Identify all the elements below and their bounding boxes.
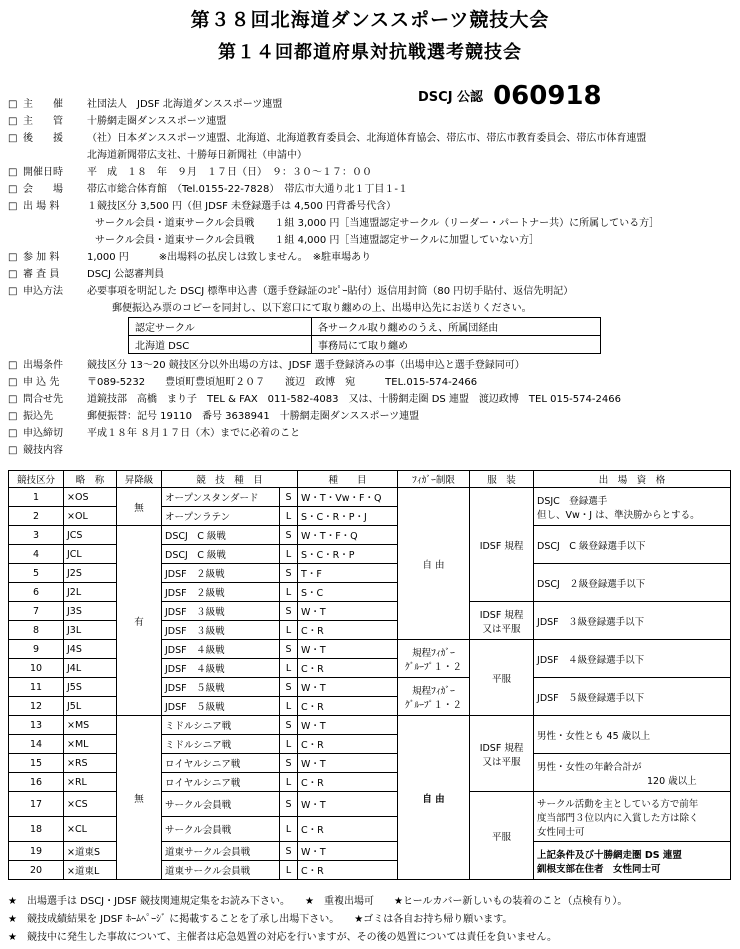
note-line: ★ 競技中に発生した事故について、主催者は応急処置の対応を行いますが、その後の処置については責任を負いません。 bbox=[8, 932, 557, 943]
col-header: 服 装 bbox=[470, 471, 534, 488]
level-cell: 無 bbox=[117, 488, 162, 526]
qualification-cell bbox=[534, 754, 731, 792]
event-number: 18 bbox=[9, 817, 64, 842]
event-type: L bbox=[280, 545, 298, 564]
event-type: L bbox=[280, 773, 298, 792]
event-name: JDSF ３級戦 bbox=[162, 621, 280, 640]
event-name: ロイヤルシニア戦 bbox=[162, 754, 280, 773]
info-value: 1,000 円 ※出場料の払戻しは致しません。 ※駐車場あり bbox=[87, 252, 372, 263]
window-cell: 北海道 DSC bbox=[129, 336, 312, 354]
table-row bbox=[9, 488, 731, 507]
event-number: 6 bbox=[9, 583, 64, 602]
info-value: 〒089-5232 豊頃町豊頃旭町２０７ 渡辺 政博 宛 TEL.015-574-2466 bbox=[87, 377, 478, 388]
event-number: 8 bbox=[9, 621, 64, 640]
event-dances: W・T bbox=[298, 640, 398, 659]
event-name: ミドルシニア戦 bbox=[162, 716, 280, 735]
event-name: JDSF ４級戦 bbox=[162, 640, 280, 659]
figure-text: ｸﾞﾙｰﾌﾟ１・２ bbox=[405, 699, 463, 711]
checkbox-icon: □ bbox=[8, 167, 18, 178]
event-number: 13 bbox=[9, 716, 64, 735]
event-name: 道東サークル会員戦 bbox=[162, 842, 280, 861]
info-row bbox=[8, 391, 733, 408]
event-dances: W・T bbox=[298, 842, 398, 861]
info-label: 振込先 bbox=[23, 411, 53, 422]
event-type: L bbox=[280, 817, 298, 842]
event-dances: S・C・R・P bbox=[298, 545, 398, 564]
event-number: 5 bbox=[9, 564, 64, 583]
table-row bbox=[129, 336, 601, 354]
info-value: 北海道新聞帯広支社、十勝毎日新聞社（申請中） bbox=[87, 150, 307, 161]
event-type: L bbox=[280, 735, 298, 754]
event-type: S bbox=[280, 792, 298, 817]
event-number: 2 bbox=[9, 507, 64, 526]
info-label: 申込方法 bbox=[23, 286, 63, 297]
event-dances: S・C bbox=[298, 583, 398, 602]
event-abbr: J3S bbox=[64, 602, 117, 621]
event-number: 4 bbox=[9, 545, 64, 564]
page-title: 第３８回北海道ダンススポーツ競技大会 bbox=[190, 9, 550, 31]
event-dances: W・T bbox=[298, 792, 398, 817]
qualification-text: 釧根支部在住者 女性同士可 bbox=[537, 863, 661, 875]
dress-cell bbox=[470, 716, 534, 792]
event-dances: C・R bbox=[298, 621, 398, 640]
info-value: 道鏡技部 高橋 まり子 TEL & FAX 011-582-4083 又は、十勝網走圏 DS 連盟 渡辺政博 TEL 015-574-2466 bbox=[87, 394, 621, 405]
event-dances: C・R bbox=[298, 861, 398, 880]
event-number: 17 bbox=[9, 792, 64, 817]
checkbox-icon: □ bbox=[8, 360, 18, 371]
qualification-text: 但し、Vw・J は、準決勝からとする。 bbox=[537, 509, 700, 521]
info-value bbox=[87, 442, 733, 459]
event-number: 7 bbox=[9, 602, 64, 621]
info-value: （社）日本ダンススポーツ連盟、北海道、北海道教育委員会、北海道体育協会、帯広市、帯広市教育委員会、帯広市体育連盟 bbox=[87, 133, 647, 144]
event-number: 16 bbox=[9, 773, 64, 792]
event-abbr: ×CL bbox=[64, 817, 117, 842]
figure-text: 規程ﾌｨｶﾞｰ bbox=[412, 685, 455, 697]
qualification-cell: JDSF ４級登録選手以下 bbox=[534, 640, 731, 678]
event-abbr: J5S bbox=[64, 678, 117, 697]
level-cell: 無 bbox=[117, 716, 162, 880]
col-header: 競 技 種 目 bbox=[162, 471, 298, 488]
event-number: 1 bbox=[9, 488, 64, 507]
qualification-cell: DSCJ ２級登録選手以下 bbox=[534, 564, 731, 602]
info-row bbox=[8, 96, 733, 113]
qualification-text: 女性同士可 bbox=[537, 826, 585, 838]
event-type: S bbox=[280, 602, 298, 621]
event-dances: W・T bbox=[298, 754, 398, 773]
info-value: 必要事項を明記した DSCJ 標準申込書（選手登録証のｺﾋﾟｰ貼付）返信用封筒（80 円切手貼付、返信先明記） bbox=[87, 286, 574, 297]
table-row bbox=[129, 318, 601, 336]
figure-text: 規程ﾌｨｶﾞｰ bbox=[412, 647, 455, 659]
info-label: 競技内容 bbox=[23, 445, 63, 456]
qualification-cell: JDSF ５級登録選手以下 bbox=[534, 678, 731, 716]
info-label: 主 管 bbox=[23, 116, 63, 127]
note-line: ★ 競技成績結果を JDSF ﾎｰﾑﾍﾟｰｼﾞ に掲載することを了承し出場下さい。 ★ゴミは各自お持ち帰り願います。 bbox=[8, 914, 513, 925]
checkbox-icon: □ bbox=[8, 394, 18, 405]
table-header-row bbox=[9, 471, 731, 488]
info-row bbox=[8, 249, 733, 266]
info-value: 社団法人 JDSF 北海道ダンススポーツ連盟 bbox=[87, 99, 283, 110]
info-row bbox=[8, 147, 733, 164]
qualification-text: サークル活動を主としている方で前年 bbox=[537, 798, 699, 810]
checkbox-icon: □ bbox=[8, 184, 18, 195]
checkbox-icon: □ bbox=[8, 201, 18, 212]
qualification-cell bbox=[534, 488, 731, 526]
checkbox-icon: □ bbox=[8, 428, 18, 439]
col-header: ﾌｨｶﾞｰ制限 bbox=[398, 471, 470, 488]
event-type: S bbox=[280, 842, 298, 861]
event-abbr: J2L bbox=[64, 583, 117, 602]
event-abbr: ×道東S bbox=[64, 842, 117, 861]
info-value: １競技区分 3,500 円（但 JDSF 未登録選手は 4,500 円背番号代含） bbox=[87, 201, 397, 212]
info-label bbox=[23, 147, 87, 164]
figure-cell: 自 由 bbox=[398, 716, 470, 880]
level-cell: 有 bbox=[117, 526, 162, 716]
checkbox-icon: □ bbox=[8, 269, 18, 280]
event-abbr: J4L bbox=[64, 659, 117, 678]
checkbox-icon bbox=[8, 147, 23, 164]
event-abbr: ×RS bbox=[64, 754, 117, 773]
event-type: L bbox=[280, 583, 298, 602]
qualification-cell bbox=[534, 842, 731, 880]
checkbox-icon: □ bbox=[8, 116, 18, 127]
event-abbr: ×OL bbox=[64, 507, 117, 526]
event-number: 9 bbox=[9, 640, 64, 659]
dress-cell: 平服 bbox=[470, 640, 534, 716]
event-type: S bbox=[280, 754, 298, 773]
window-cell: 認定サークル bbox=[129, 318, 312, 336]
application-window-table bbox=[128, 317, 601, 354]
event-dances: C・R bbox=[298, 735, 398, 754]
page-subtitle: 第１４回都道府県対抗戦選考競技会 bbox=[218, 42, 522, 63]
info-label: 会 場 bbox=[23, 184, 63, 195]
event-dances: S・C・R・P・J bbox=[298, 507, 398, 526]
events-table bbox=[8, 470, 731, 880]
info-value: 競技区分 13～20 競技区分以外出場の方は、JDSF 選手登録済みの事（出場申込と選手登録同可） bbox=[87, 360, 525, 371]
event-type: S bbox=[280, 526, 298, 545]
info-label: 出場条件 bbox=[23, 360, 63, 371]
qualification-text: 上記条件及び十勝網走圏 DS 連盟 bbox=[537, 849, 682, 861]
checkbox-icon: □ bbox=[8, 445, 18, 456]
col-header: 競技区分 bbox=[9, 471, 64, 488]
figure-cell bbox=[398, 678, 470, 716]
event-abbr: J2S bbox=[64, 564, 117, 583]
info-value: 帯広市総合体育館 （Tel.0155-22-7828） 帯広市大通り北１丁目１-１ bbox=[87, 184, 408, 195]
info-row bbox=[8, 164, 733, 181]
event-type: S bbox=[280, 564, 298, 583]
qualification-text: 男性・女性の年齢合計が bbox=[537, 761, 642, 773]
info-label: 後 援 bbox=[23, 133, 63, 144]
event-name: 道東サークル会員戦 bbox=[162, 861, 280, 880]
checkbox-icon: □ bbox=[8, 377, 18, 388]
dress-text: 又は平服 bbox=[482, 756, 521, 768]
info-value: DSCJ 公認審判員 bbox=[87, 269, 165, 280]
info-label: 申込締切 bbox=[23, 428, 63, 439]
col-header: 種 目 bbox=[298, 471, 398, 488]
figure-cell: 自 由 bbox=[398, 488, 470, 640]
event-name: ロイヤルシニア戦 bbox=[162, 773, 280, 792]
apply-detail: 郵便振込み票のコピーを同封し、以下窓口にて取り纏めの上、出場申込先にお送りください。 bbox=[112, 303, 532, 314]
note-line: ★ 出場選手は DSCJ・JDSF 競技関連規定集をお読み下さい。 ★ 重複出場可 ★ヒールカバー新しいもの装着のこと（点検有り）。 bbox=[8, 896, 628, 907]
event-dances: C・R bbox=[298, 817, 398, 842]
col-header: 昇降級 bbox=[117, 471, 162, 488]
col-header: 略 称 bbox=[64, 471, 117, 488]
event-name: DSCJ C 級戦 bbox=[162, 545, 280, 564]
info-row bbox=[8, 374, 733, 391]
event-name: サークル会員戦 bbox=[162, 792, 280, 817]
fee-detail: サークル会員・道東サークル会員戦 １組 3,000 円［当連盟認定サークル（リーダー・パートナー共）に所属している方］ bbox=[95, 218, 660, 229]
event-abbr: JCS bbox=[64, 526, 117, 545]
event-number: 20 bbox=[9, 861, 64, 880]
event-name: JDSF ５級戦 bbox=[162, 678, 280, 697]
dress-cell: 平服 bbox=[470, 792, 534, 880]
event-abbr: J4S bbox=[64, 640, 117, 659]
info-value: 平 成 １８ 年 ９月 １７日（日） ９：３０～１７：００ bbox=[87, 167, 372, 178]
info-row bbox=[8, 425, 733, 442]
info-row bbox=[8, 266, 733, 283]
table-row bbox=[9, 526, 731, 545]
checkbox-icon: □ bbox=[8, 133, 18, 144]
info-label: 審 査 員 bbox=[23, 269, 60, 280]
info-value: 平成１８年 ８月１７日（木）までに必着のこと bbox=[87, 428, 301, 439]
event-number: 19 bbox=[9, 842, 64, 861]
event-abbr: ×MS bbox=[64, 716, 117, 735]
figure-cell bbox=[398, 640, 470, 678]
info-label: 参 加 料 bbox=[23, 252, 60, 263]
event-type: L bbox=[280, 507, 298, 526]
event-number: 3 bbox=[9, 526, 64, 545]
event-dances: W・T・F・Q bbox=[298, 526, 398, 545]
event-abbr: J3L bbox=[64, 621, 117, 640]
info-label: 問合せ先 bbox=[23, 394, 63, 405]
checkbox-icon: □ bbox=[8, 286, 18, 297]
dscj-number: 060918 bbox=[493, 81, 602, 111]
event-name: オープンラテン bbox=[162, 507, 280, 526]
event-type: S bbox=[280, 640, 298, 659]
qualification-cell: JDSF ３級登録選手以下 bbox=[534, 602, 731, 640]
info-label: 主 催 bbox=[23, 99, 63, 110]
event-abbr: ×RL bbox=[64, 773, 117, 792]
info-label: 開催日時 bbox=[23, 167, 63, 178]
window-cell: 事務局にて取り纏め bbox=[312, 336, 601, 354]
event-number: 15 bbox=[9, 754, 64, 773]
event-name: JDSF ４級戦 bbox=[162, 659, 280, 678]
event-name: JDSF ２級戦 bbox=[162, 583, 280, 602]
dress-text: IDSF 規程 bbox=[479, 609, 524, 621]
event-name: JDSF ５級戦 bbox=[162, 697, 280, 716]
event-dances: T・F bbox=[298, 564, 398, 583]
checkbox-icon: □ bbox=[8, 411, 18, 422]
qualification-cell: 男性・女性とも 45 歳以上 bbox=[534, 716, 731, 754]
dress-text: IDSF 規程 bbox=[479, 742, 524, 754]
event-abbr: ×CS bbox=[64, 792, 117, 817]
event-number: 14 bbox=[9, 735, 64, 754]
qualification-text: 120 歳以上 bbox=[647, 775, 697, 787]
event-type: L bbox=[280, 621, 298, 640]
event-dances: C・R bbox=[298, 659, 398, 678]
event-type: S bbox=[280, 716, 298, 735]
info-row bbox=[8, 408, 733, 425]
event-abbr: ×OS bbox=[64, 488, 117, 507]
dress-cell: IDSF 規程 bbox=[470, 488, 534, 602]
dress-cell bbox=[470, 602, 534, 640]
event-dances: W・T bbox=[298, 678, 398, 697]
info-row bbox=[8, 130, 733, 147]
info-label: 申 込 先 bbox=[23, 377, 60, 388]
event-number: 12 bbox=[9, 697, 64, 716]
qualification-cell: DSCJ C 級登録選手以下 bbox=[534, 526, 731, 564]
event-name: JDSF ３級戦 bbox=[162, 602, 280, 621]
qualification-text: DSJC 登録選手 bbox=[537, 495, 608, 507]
fee-detail: サークル会員・道東サークル会員戦 １組 4,000 円［当連盟認定サークルに加盟していない方］ bbox=[95, 235, 540, 246]
info-row bbox=[8, 113, 733, 130]
qualification-text: 度当部門３位以内に入賞した方は除く bbox=[537, 812, 699, 824]
event-dances: W・T・Vw・F・Q bbox=[298, 488, 398, 507]
checkbox-icon: □ bbox=[8, 252, 18, 263]
event-type: L bbox=[280, 861, 298, 880]
event-type: S bbox=[280, 678, 298, 697]
event-abbr: ×ML bbox=[64, 735, 117, 754]
event-name: JDSF ２級戦 bbox=[162, 564, 280, 583]
event-info bbox=[8, 96, 733, 459]
event-dances: C・R bbox=[298, 773, 398, 792]
event-dances: W・T bbox=[298, 602, 398, 621]
event-abbr: JCL bbox=[64, 545, 117, 564]
info-value: 十勝網走圏ダンススポーツ連盟 bbox=[87, 116, 227, 127]
info-row bbox=[8, 357, 733, 374]
event-type: L bbox=[280, 697, 298, 716]
event-dances: W・T bbox=[298, 716, 398, 735]
info-row bbox=[8, 181, 733, 198]
event-dances: C・R bbox=[298, 697, 398, 716]
event-name: オープンスタンダード bbox=[162, 488, 280, 507]
figure-text: ｸﾞﾙｰﾌﾟ１・２ bbox=[405, 661, 463, 673]
event-number: 10 bbox=[9, 659, 64, 678]
checkbox-icon: □ bbox=[8, 99, 18, 110]
event-number: 11 bbox=[9, 678, 64, 697]
window-cell: 各サークル取り纏めのうえ、所属団経由 bbox=[312, 318, 601, 336]
event-abbr: ×道東L bbox=[64, 861, 117, 880]
info-row bbox=[8, 283, 733, 300]
col-header: 出 場 資 格 bbox=[534, 471, 731, 488]
notes bbox=[8, 893, 733, 947]
event-name: サークル会員戦 bbox=[162, 817, 280, 842]
event-abbr: J5L bbox=[64, 697, 117, 716]
dscj-label: DSCJ 公認 bbox=[418, 90, 484, 105]
event-type: L bbox=[280, 659, 298, 678]
info-label: 出 場 料 bbox=[23, 201, 60, 212]
event-name: ミドルシニア戦 bbox=[162, 735, 280, 754]
event-type: S bbox=[280, 488, 298, 507]
qualification-cell bbox=[534, 792, 731, 842]
event-name: DSCJ C 級戦 bbox=[162, 526, 280, 545]
info-value: 郵便振替：記号 19110 番号 3638941 十勝網走圏ダンススポーツ連盟 bbox=[87, 411, 420, 422]
dress-text: 又は平服 bbox=[482, 623, 521, 635]
table-row bbox=[9, 716, 731, 735]
info-row bbox=[8, 442, 733, 459]
info-row bbox=[8, 198, 733, 215]
